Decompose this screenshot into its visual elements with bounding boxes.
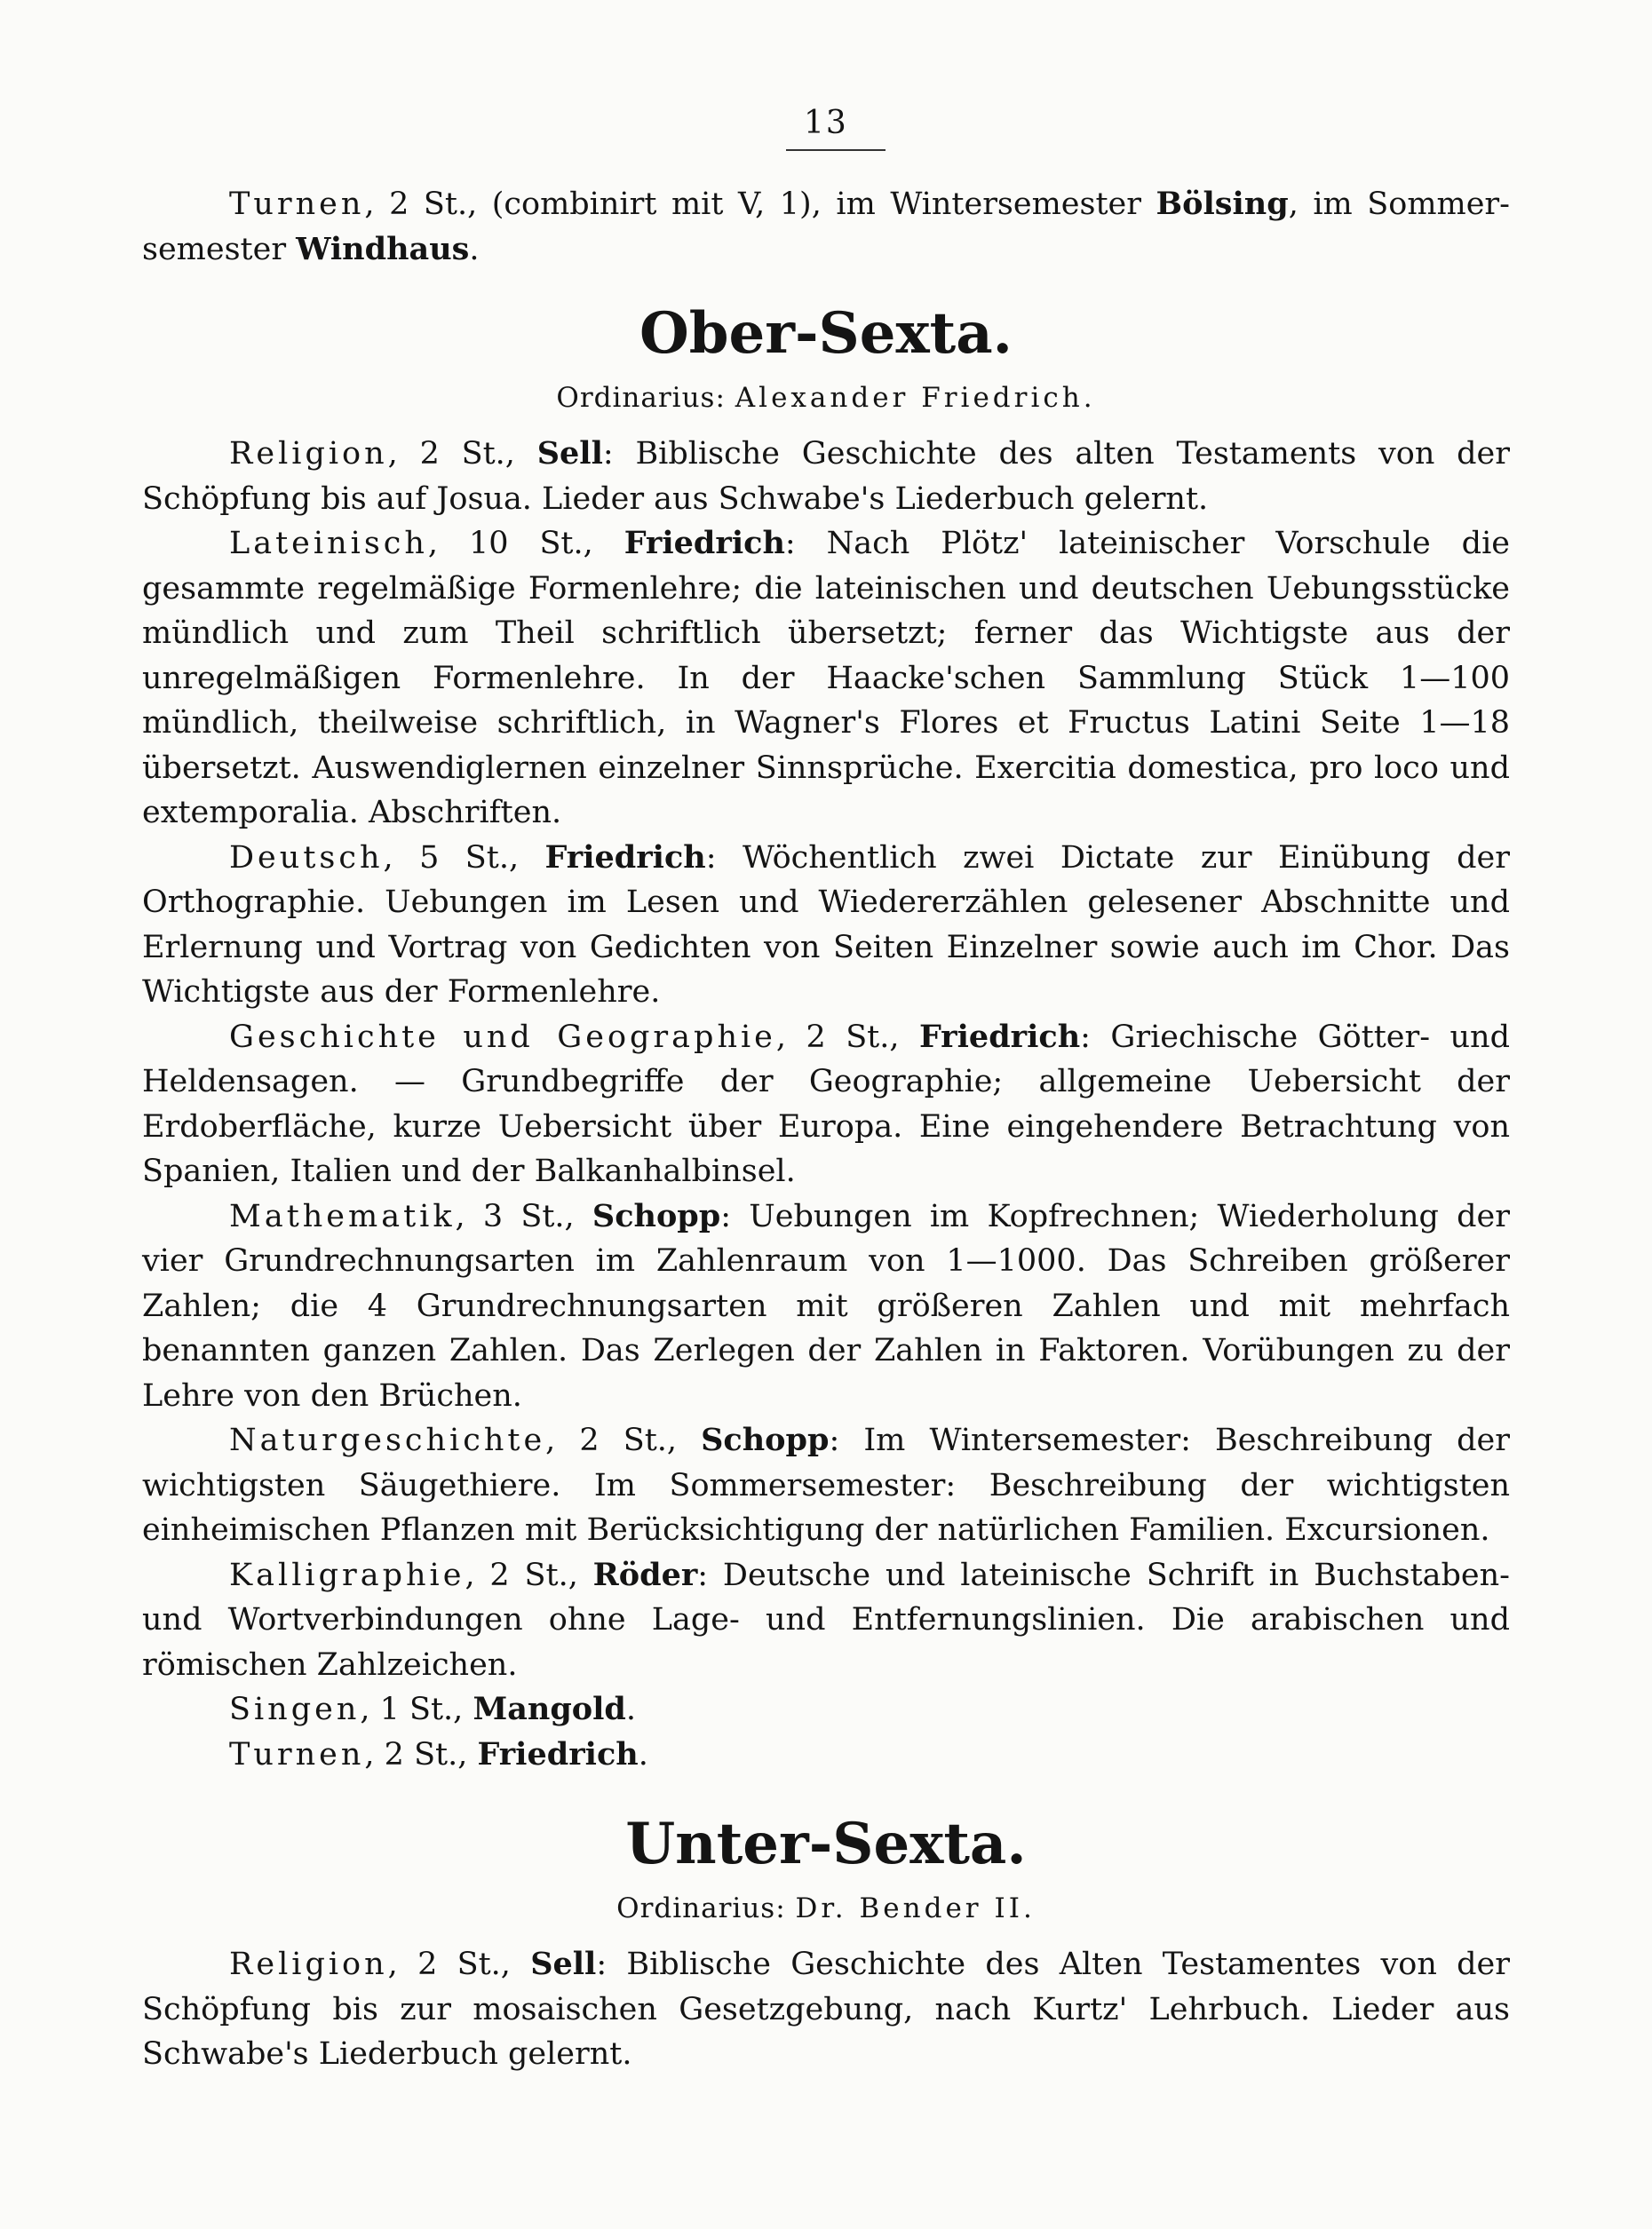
teacher-name: Windhaus xyxy=(296,230,470,267)
paragraph-text: : Biblische Geschichte des alten Testaments von der Schöpfung bis auf Josua. Lieder aus Schwabe's Liederbuch gelernt. xyxy=(142,436,1510,517)
ordinarius-line xyxy=(142,1884,1510,1933)
intro-paragraph xyxy=(142,182,1510,272)
subject-hours: , 1 St., xyxy=(360,1692,473,1727)
subject-name: Deutsch xyxy=(229,839,384,876)
subject-paragraph-kalligraphie xyxy=(142,1553,1510,1688)
subject-paragraph-lateinisch xyxy=(142,521,1510,836)
teacher-name: Schopp xyxy=(701,1422,830,1458)
subject-name: Turnen xyxy=(229,186,365,222)
subject-hours: , 2 St., xyxy=(387,1947,531,1982)
paragraph-text: . xyxy=(638,1736,648,1773)
teacher-name: Röder xyxy=(592,1556,698,1593)
subject-hours: , 2 St., xyxy=(545,1423,702,1458)
subject-name: Religion xyxy=(229,436,388,472)
subject-name: Mathematik xyxy=(229,1198,456,1234)
subject-hours: , 5 St., xyxy=(383,839,545,876)
subject-name: Turnen xyxy=(229,1736,365,1773)
teacher-name: Friedrich xyxy=(477,1735,639,1773)
subject-paragraph-geschichte xyxy=(142,1015,1510,1194)
teacher-name: Sell xyxy=(536,435,603,472)
subject-hours: , 2 St., xyxy=(465,1557,593,1593)
subject-paragraph-religion xyxy=(142,432,1510,521)
paragraph-text: : Griechische Götter- und Heldensagen. — Grundbegriffe der Geographie; allgemeine Uebersicht der Erdoberfläche, kurze Uebersicht über Europa. Eine eingehendere Betrachtung von Spanien, Italien und der Balkanhalbinsel. xyxy=(142,1019,1510,1189)
teacher-name: Friedrich xyxy=(918,1018,1081,1055)
subject-hours: , 2 St., xyxy=(364,1736,478,1773)
subject-paragraph-singen xyxy=(142,1687,1510,1733)
teacher-name: Schopp xyxy=(592,1197,721,1234)
page-number: 13 xyxy=(804,105,848,141)
subject-name: Singen xyxy=(229,1692,361,1727)
page-number-rule xyxy=(786,149,886,151)
subject-paragraph-turnen xyxy=(142,1733,1510,1778)
paragraph-text: : Uebungen im Kopfrechnen; Wiederholung der vier Grundrechnungsarten im Zahlenraum von 1—1000. Das Schreiben größerer Zahlen; die 4 Grundrechnungsarten mit größeren Zahlen und mit mehrfach benannten ganzen Zahlen. Das Zerlegen der Zahlen in Faktoren. Vorübungen zu der Lehre von den Brüchen. xyxy=(142,1198,1510,1414)
paragraph-text: , 2 St., (combinirt mit V, 1), im Wintersemester xyxy=(364,186,1156,222)
subject-paragraph-religion xyxy=(142,1942,1510,2077)
subject-name: Naturgeschichte xyxy=(229,1423,546,1458)
page-content xyxy=(142,182,1510,2077)
teacher-name: Friedrich xyxy=(623,525,785,561)
ordinarius-name: Dr. Bender II. xyxy=(795,1892,1036,1924)
ordinarius-label: Ordinarius: xyxy=(616,1892,786,1924)
paragraph-text: . xyxy=(469,231,480,267)
paragraph-text: : Im Wintersemester: Beschreibung der wichtigsten Säugethiere. Im Sommersemester: Beschreibung der wichtigsten einheimischen Pflanzen mit Berücksichtigung der natürlichen Familien. Excursionen. xyxy=(142,1423,1510,1548)
subject-hours: , 3 St., xyxy=(455,1198,592,1234)
teacher-name: Friedrich xyxy=(544,838,706,876)
paragraph-text: . xyxy=(625,1692,637,1727)
ordinarius-name: Alexander Friedrich. xyxy=(735,382,1096,414)
subject-name: Geschichte und Geographie xyxy=(229,1019,776,1055)
teacher-name: Mangold xyxy=(473,1691,626,1727)
subject-paragraph-naturgeschichte xyxy=(142,1418,1510,1553)
section-title-unter-sexta: Unter-Sexta. xyxy=(625,1811,1027,1877)
ordinarius-line xyxy=(142,373,1510,423)
subject-paragraph-mathematik xyxy=(142,1194,1510,1419)
paragraph-text: : Deutsche und lateinische Schrift in Buchstaben- und Wortverbindungen ohne Lage- und Entfernungslinien. Die arabischen und römischen Zahlzeichen. xyxy=(142,1557,1510,1683)
teacher-name: Bölsing xyxy=(1156,186,1289,222)
subject-hours: , 2 St., xyxy=(387,436,537,472)
paragraph-text: : Wöchentlich zwei Dictate zur Einübung der Orthographie. Uebungen im Lesen und Wiedererzählen gelesener Abschnitte und Erlernung und Vortrag von Gedichten von Seiten Einzelner sowie auch im Chor. Das Wichtigste aus der Formenlehre. xyxy=(142,839,1510,1010)
subject-name: Kalligraphie xyxy=(229,1557,465,1593)
subject-name: Religion xyxy=(229,1947,388,1982)
subject-hours: , 10 St., xyxy=(427,526,624,561)
teacher-name: Sell xyxy=(530,1946,597,1982)
subject-hours: , 2 St., xyxy=(775,1019,919,1055)
subject-paragraph-deutsch xyxy=(142,836,1510,1015)
ordinarius-label: Ordinarius: xyxy=(556,382,726,414)
section-title-ober-sexta: Ober-Sexta. xyxy=(639,300,1013,367)
paragraph-text: : Biblische Geschichte des Alten Testamentes von der Schöpfung bis zur mosaischen Gesetzgebung, nach Kurtz' Lehrbuch. Lieder aus Schwabe's Liederbuch gelernt. xyxy=(142,1947,1510,2072)
paragraph-text: : Nach Plötz' lateinischer Vorschule die gesammte regelmäßige Formenlehre; die lateinischen und deutschen Uebungsstücke mündlich und zum Theil schriftlich übersetzt; ferner das Wichtigste aus der unregelmäßigen Formenlehre. In der Haacke'schen Sammlung Stück 1—100 mündlich, theilweise schriftlich, in Wagner's Flores et Fructus Latini Seite 1—18 übersetzt. Auswendiglernen einzelner Sinnsprüche. Exercitia domestica, pro loco und extemporalia. Abschriften. xyxy=(142,526,1510,830)
subject-name: Lateinisch xyxy=(229,526,428,561)
paragraph-text: , im Sommer-semester xyxy=(142,186,1510,267)
